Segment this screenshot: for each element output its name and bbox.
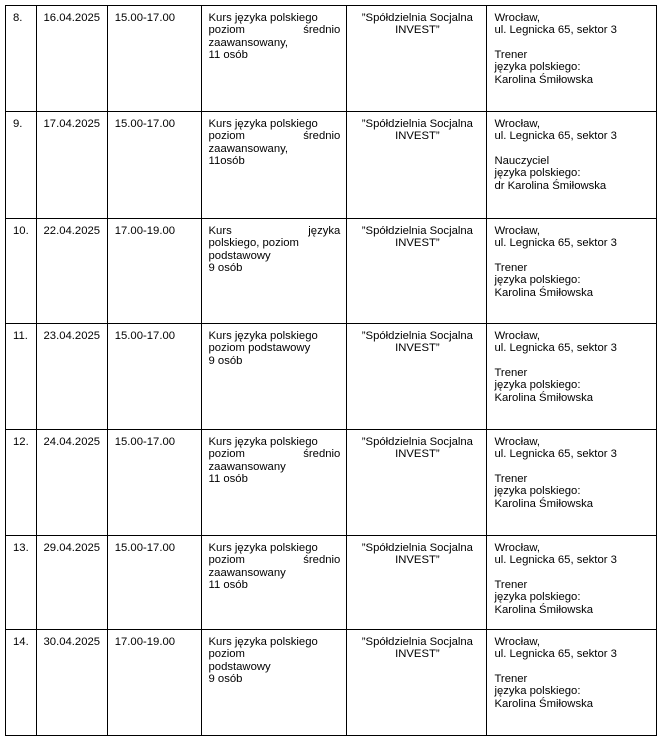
course-cell-line: podstawowy: [208, 249, 271, 262]
trainer-line: języka polskiego:: [494, 61, 581, 74]
location-cell: [487, 112, 657, 219]
organizer-cell-line: ”Spółdzielnia Socjalna: [361, 330, 473, 342]
trainer-line: języka polskiego:: [494, 167, 581, 180]
organizer-cell-line: ”Spółdzielnia Socjalna: [361, 118, 473, 130]
trainer-line: Karolina Śmiłowska: [494, 391, 594, 404]
location-cell: [487, 219, 657, 324]
trainer-line: Karolina Śmiłowska: [494, 697, 594, 710]
row-number: 11.: [6, 324, 37, 430]
row-number: 13.: [6, 536, 37, 630]
word: średnio: [303, 130, 341, 143]
course-cell-line: 9 osób: [208, 673, 243, 686]
word: poziom: [208, 554, 245, 567]
address-line: Wrocław,: [494, 330, 541, 342]
table-row: [6, 630, 657, 736]
table-row: [6, 112, 657, 219]
location-cell: [487, 6, 657, 112]
trainer-line: języka polskiego:: [494, 379, 581, 392]
course-cell-line: 9 osób: [208, 354, 243, 367]
course-cell-line: Kurs języka polskiego: [208, 436, 318, 448]
organizer-cell-line: INVEST”: [395, 554, 440, 567]
address-line: Wrocław,: [494, 542, 541, 554]
table-row: [6, 324, 657, 430]
word: średnio: [303, 24, 341, 37]
location-cell: [487, 324, 657, 430]
course-cell: [201, 630, 347, 736]
trainer-line: Karolina Śmiłowska: [494, 286, 594, 299]
organizer-cell-line: ”Spółdzielnia Socjalna: [361, 225, 473, 237]
row-number: 9.: [6, 112, 37, 219]
table-row: [6, 430, 657, 536]
course-cell-line: [209, 448, 341, 460]
organizer-cell: [347, 6, 487, 112]
row-number: 14.: [6, 630, 37, 736]
table-row: [6, 536, 657, 630]
course-cell-line: 11 osób: [208, 579, 248, 592]
course-cell: [201, 6, 347, 112]
trainer-line: Trener: [494, 472, 528, 485]
organizer-cell-line: INVEST”: [395, 130, 440, 143]
organizer-cell-line: ”Spółdzielnia Socjalna: [361, 636, 473, 648]
date-cell: 23.04.2025: [36, 324, 107, 430]
address-line: Wrocław,: [494, 225, 541, 237]
schedule-table: [5, 5, 657, 736]
course-cell-line: 11 osób: [208, 473, 248, 486]
date-cell: 17.04.2025: [36, 112, 107, 219]
table-row: [6, 219, 657, 324]
address-line: Wrocław,: [494, 12, 541, 24]
address-line: ul. Legnicka 65, sektor 3: [494, 342, 617, 355]
trainer-line: języka polskiego:: [494, 591, 581, 604]
organizer-cell-line: INVEST”: [395, 342, 440, 355]
course-cell-line: [209, 130, 341, 142]
word: poziom: [208, 448, 245, 461]
location-cell: [487, 430, 657, 536]
date-cell: 22.04.2025: [36, 219, 107, 324]
address-line: ul. Legnicka 65, sektor 3: [494, 24, 617, 37]
address-line: ul. Legnicka 65, sektor 3: [494, 130, 617, 143]
address-line: Wrocław,: [494, 118, 541, 130]
spacer: [494, 661, 650, 673]
course-cell-line: Kurs języka polskiego: [208, 330, 318, 342]
course-cell-line: [209, 225, 341, 237]
address-line: ul. Legnicka 65, sektor 3: [494, 648, 617, 661]
course-cell-line: polskiego, poziom: [208, 237, 299, 250]
date-cell: 16.04.2025: [36, 6, 107, 112]
organizer-cell-line: INVEST”: [395, 24, 440, 37]
trainer-line: Trener: [494, 366, 528, 379]
trainer-line: Trener: [494, 48, 528, 61]
organizer-cell-line: INVEST”: [395, 448, 440, 461]
course-cell-line: zaawansowany: [208, 566, 286, 579]
course-cell-line: 11osób: [208, 155, 245, 168]
course-cell-line: zaawansowany,: [208, 142, 289, 155]
spacer: [494, 250, 650, 262]
date-cell: 24.04.2025: [36, 430, 107, 536]
time-cell: 15.00-17.00: [107, 324, 201, 430]
address-line: Wrocław,: [494, 436, 541, 448]
course-cell-line: Kurs języka polskiego: [208, 636, 318, 648]
address-line: Wrocław,: [494, 636, 541, 648]
time-cell: 17.00-19.00: [107, 219, 201, 324]
spacer: [494, 567, 650, 579]
course-cell-line: zaawansowany,: [208, 36, 289, 49]
word: Kurs: [208, 225, 232, 237]
course-cell-line: [209, 554, 341, 566]
time-cell: 17.00-19.00: [107, 630, 201, 736]
schedule-body: [6, 6, 657, 736]
organizer-cell: [347, 112, 487, 219]
course-cell-line: podstawowy: [208, 660, 271, 673]
course-cell: [201, 536, 347, 630]
time-cell: 15.00-17.00: [107, 6, 201, 112]
course-cell-line: poziom podstawowy: [208, 342, 311, 355]
row-number: 12.: [6, 430, 37, 536]
word: języka: [308, 225, 341, 237]
course-cell: [201, 112, 347, 219]
spacer: [494, 143, 650, 155]
table-row: [6, 6, 657, 112]
course-cell: [201, 430, 347, 536]
date-cell: 29.04.2025: [36, 536, 107, 630]
spacer: [494, 461, 650, 473]
course-cell-line: 11 osób: [208, 49, 248, 62]
course-cell: [201, 219, 347, 324]
course-cell-line: Kurs języka polskiego: [208, 542, 318, 554]
organizer-cell: [347, 536, 487, 630]
row-number: 10.: [6, 219, 37, 324]
trainer-line: języka polskiego:: [494, 274, 581, 287]
organizer-cell-line: INVEST”: [395, 648, 440, 661]
time-cell: 15.00-17.00: [107, 536, 201, 630]
time-cell: 15.00-17.00: [107, 112, 201, 219]
trainer-line: Trener: [494, 578, 528, 591]
trainer-line: Trener: [494, 261, 528, 274]
course-cell-line: zaawansowany: [208, 460, 286, 473]
trainer-line: Karolina Śmiłowska: [494, 603, 594, 616]
trainer-line: Trener: [494, 672, 528, 685]
course-cell-line: [209, 24, 341, 36]
word: poziom: [208, 24, 245, 37]
trainer-line: Karolina Śmiłowska: [494, 497, 594, 510]
organizer-cell-line: ”Spółdzielnia Socjalna: [361, 12, 473, 24]
trainer-line: języka polskiego:: [494, 485, 581, 498]
spacer: [494, 355, 650, 367]
spacer: [494, 37, 650, 49]
row-number: 8.: [6, 6, 37, 112]
course-cell-line: Kurs języka polskiego: [208, 12, 318, 24]
organizer-cell: [347, 630, 487, 736]
address-line: ul. Legnicka 65, sektor 3: [494, 448, 617, 461]
location-cell: [487, 630, 657, 736]
organizer-cell: [347, 219, 487, 324]
course-cell-line: poziom: [208, 648, 245, 661]
word: poziom: [208, 130, 245, 143]
organizer-cell: [347, 430, 487, 536]
trainer-line: Nauczyciel: [494, 154, 550, 167]
trainer-line: Karolina Śmiłowska: [494, 73, 594, 86]
address-line: ul. Legnicka 65, sektor 3: [494, 554, 617, 567]
location-cell: [487, 536, 657, 630]
course-cell-line: 9 osób: [208, 262, 243, 275]
course-cell-line: Kurs języka polskiego: [208, 118, 318, 130]
date-cell: 30.04.2025: [36, 630, 107, 736]
organizer-cell-line: ”Spółdzielnia Socjalna: [361, 542, 473, 554]
organizer-cell: [347, 324, 487, 430]
organizer-cell-line: ”Spółdzielnia Socjalna: [361, 436, 473, 448]
word: średnio: [303, 448, 341, 461]
course-cell: [201, 324, 347, 430]
trainer-line: języka polskiego:: [494, 685, 581, 698]
word: średnio: [303, 554, 341, 567]
address-line: ul. Legnicka 65, sektor 3: [494, 237, 617, 250]
trainer-line: dr Karolina Śmiłowska: [494, 179, 607, 192]
organizer-cell-line: INVEST”: [395, 237, 440, 250]
time-cell: 15.00-17.00: [107, 430, 201, 536]
